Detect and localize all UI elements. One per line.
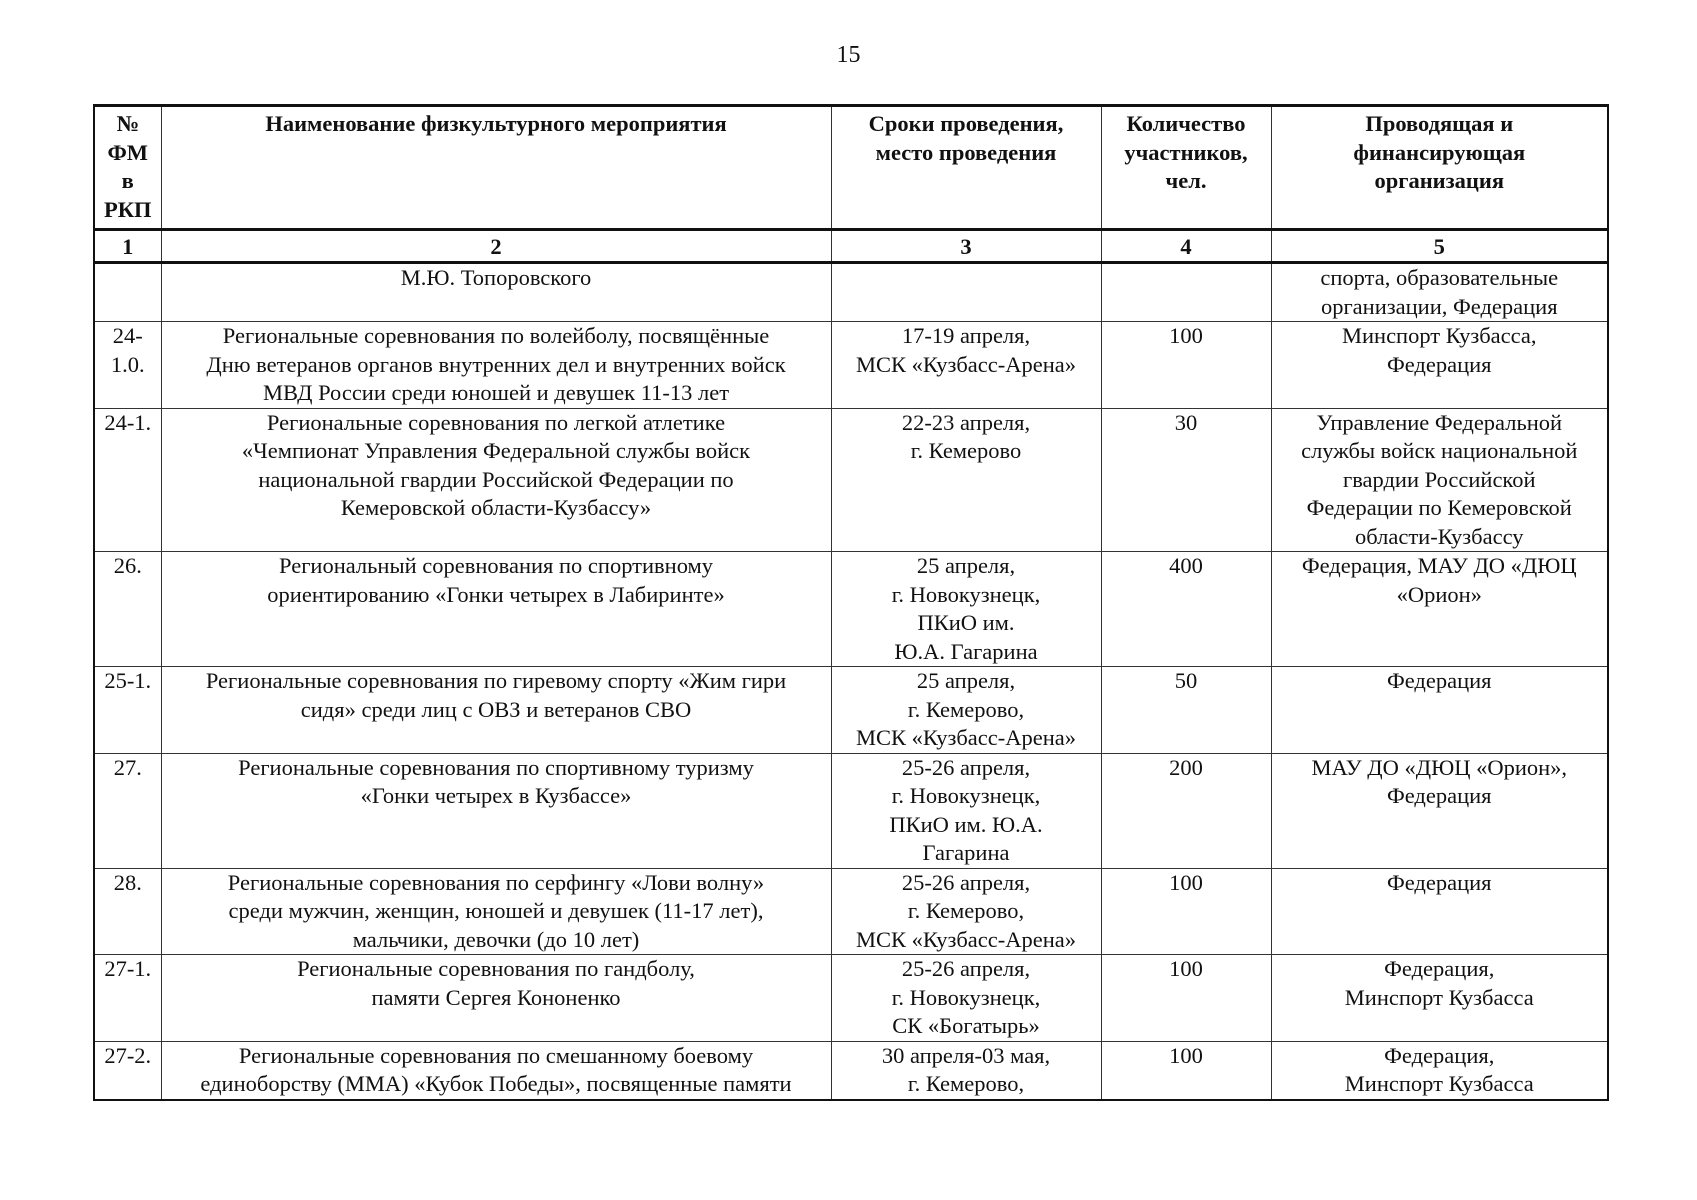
cell-participants-line: 100: [1169, 1042, 1203, 1068]
cell-dates-place: [831, 955, 1101, 1042]
column-number: 5: [1271, 230, 1608, 263]
cell-dates-place-line: 25-26 апреля,: [901, 869, 1031, 895]
cell-dates-place-line: г. Новокузнецк,: [891, 581, 1041, 607]
cell-organization: [1271, 263, 1608, 322]
header-dates-place-line: Сроки проведения,: [868, 111, 1064, 136]
cell-organization: [1271, 552, 1608, 667]
cell-participants-line: 100: [1169, 323, 1203, 348]
cell-participants: [1101, 552, 1271, 667]
page-number: 15: [836, 42, 861, 68]
header-event-name-line: Наименование физкультурного мероприятия: [265, 111, 727, 136]
header-dates-place: [831, 106, 1101, 230]
header-number-line: в: [121, 168, 134, 193]
cell-participants-line: 100: [1169, 869, 1203, 895]
events-table: [93, 104, 1609, 1101]
cell-participants: [1101, 408, 1271, 552]
cell-dates-place-line: г. Новокузнецк,: [891, 783, 1041, 808]
cell-event-name-line: Региональные соревнования по серфингу «Лови волну»: [227, 869, 765, 895]
cell-organization: [1271, 1041, 1608, 1100]
cell-dates-place-line: 17-19 апреля,: [901, 323, 1031, 348]
cell-participants: [1101, 263, 1271, 322]
cell-dates-place: [831, 667, 1101, 754]
header-organization-line: финансирующая: [1353, 139, 1526, 165]
cell-participants: [1101, 667, 1271, 754]
cell-event-name: [161, 868, 831, 955]
cell-number-line: 28.: [113, 869, 142, 895]
cell-dates-place-line: Ю.А. Гагарина: [894, 638, 1038, 664]
cell-organization: [1271, 322, 1608, 409]
cell-event-name-line: Региональные соревнования по смешанному боевому: [238, 1042, 754, 1068]
cell-number: [94, 955, 161, 1042]
cell-dates-place: [831, 408, 1101, 552]
cell-event-name-line: ориентированию «Гонки четырех в Лабиринте»: [267, 581, 725, 607]
cell-event-name: [161, 322, 831, 409]
cell-event-name-line: Региональные соревнования по гиревому спорту «Жим гири: [205, 668, 787, 693]
cell-participants: [1101, 753, 1271, 868]
cell-organization-line: Федерации по Кемеровской: [1306, 495, 1572, 520]
cell-dates-place-line: ПКиО им.: [917, 610, 1015, 635]
cell-event-name: [161, 1041, 831, 1100]
table-row: [94, 552, 1608, 667]
cell-number-line: 27-2.: [104, 1042, 152, 1068]
table-header-row: [94, 106, 1608, 230]
cell-dates-place-line: 22-23 апреля,: [901, 409, 1031, 435]
cell-number: [94, 408, 161, 552]
cell-organization-line: Федерация: [1386, 351, 1492, 377]
cell-event-name: [161, 667, 831, 754]
cell-event-name-line: единоборству (ММА) «Кубок Победы», посвященные памяти: [200, 1071, 792, 1096]
cell-number: [94, 868, 161, 955]
cell-event-name: [161, 955, 831, 1042]
cell-participants: [1101, 955, 1271, 1042]
column-number-row: [94, 230, 1608, 263]
cell-event-name-line: Региональные соревнования по спортивному туризму: [238, 754, 754, 780]
table-row: [94, 667, 1608, 754]
header-participants-line: участников,: [1124, 139, 1248, 165]
cell-organization-line: «Орион»: [1396, 581, 1482, 607]
cell-event-name: [161, 753, 831, 868]
cell-event-name-line: МВД России среди юношей и девушек 11-13 лет: [262, 380, 730, 405]
cell-event-name-line: Региональные соревнования по гандболу,: [297, 956, 695, 981]
cell-organization-line: организации, Федерация: [1320, 293, 1558, 319]
cell-number-line: 27.: [113, 754, 142, 780]
cell-dates-place-line: г. Кемерово,: [907, 696, 1025, 722]
cell-dates-place-line: СК «Богатырь»: [892, 1013, 1040, 1038]
header-number-line: №: [116, 111, 140, 136]
cell-event-name-line: национальной гвардии Российской Федерации по: [258, 466, 734, 492]
cell-organization-line: Федерация: [1386, 783, 1492, 808]
cell-event-name-line: М.Ю. Топоровского: [400, 265, 592, 290]
cell-number: [94, 552, 161, 667]
cell-event-name-line: Региональные соревнования по волейболу, посвящённые: [222, 323, 770, 348]
cell-dates-place: [831, 753, 1101, 868]
cell-event-name-line: «Гонки четырех в Кузбассе»: [360, 783, 632, 808]
cell-participants-line: 30: [1174, 409, 1198, 435]
header-dates-place-line: место проведения: [875, 139, 1057, 165]
cell-organization-line: Минспорт Кузбасса: [1344, 984, 1534, 1010]
cell-participants: [1101, 868, 1271, 955]
cell-dates-place-line: 25 апреля,: [916, 553, 1016, 578]
cell-organization-line: Управление Федеральной: [1316, 409, 1563, 435]
cell-organization-line: спорта, образовательные: [1320, 265, 1559, 290]
cell-participants-line: 50: [1174, 668, 1198, 693]
header-number-line: ФМ: [107, 139, 149, 165]
cell-organization: [1271, 955, 1608, 1042]
table-row: [94, 753, 1608, 868]
header-organization-line: Проводящая и: [1365, 111, 1514, 136]
cell-organization-line: Федерация: [1386, 668, 1492, 693]
cell-dates-place-line: г. Кемерово: [910, 438, 1022, 463]
header-participants: [1101, 106, 1271, 230]
header-participants-line: чел.: [1165, 168, 1207, 193]
cell-organization-line: гвардии Российской: [1342, 466, 1536, 492]
cell-number: [94, 753, 161, 868]
cell-participants-line: 200: [1169, 754, 1203, 780]
cell-dates-place-line: МСК «Кузбасс-Арена»: [855, 725, 1076, 750]
cell-number-line: 26.: [113, 553, 142, 578]
cell-number-line: 24-1.: [104, 409, 152, 435]
cell-organization: [1271, 753, 1608, 868]
cell-dates-place: [831, 868, 1101, 955]
cell-dates-place: [831, 1041, 1101, 1100]
column-number: 2: [161, 230, 831, 263]
cell-dates-place-line: 25-26 апреля,: [901, 956, 1031, 981]
header-organization-line: организация: [1374, 168, 1505, 193]
cell-event-name-line: памяти Сергея Кононенко: [371, 984, 621, 1010]
cell-organization: [1271, 408, 1608, 552]
cell-organization-line: Федерация,: [1384, 1042, 1495, 1068]
cell-participants: [1101, 1041, 1271, 1100]
column-number: 1: [94, 230, 161, 263]
header-event-name: [161, 106, 831, 230]
cell-event-name: [161, 552, 831, 667]
cell-dates-place-line: Гагарина: [922, 840, 1010, 865]
cell-participants: [1101, 322, 1271, 409]
cell-organization: [1271, 868, 1608, 955]
table-row: [94, 868, 1608, 955]
cell-number-line: 25-1.: [104, 668, 152, 693]
table-row: [94, 263, 1608, 322]
cell-organization-line: МАУ ДО «ДЮЦ «Орион»,: [1311, 754, 1568, 780]
cell-number: [94, 322, 161, 409]
cell-organization-line: Федерация: [1386, 869, 1492, 895]
cell-organization-line: Федерация, МАУ ДО «ДЮЦ: [1301, 553, 1577, 578]
cell-organization: [1271, 667, 1608, 754]
cell-dates-place-line: г. Кемерово,: [907, 1071, 1025, 1096]
cell-dates-place-line: 25 апреля,: [916, 668, 1016, 693]
cell-participants-line: 100: [1169, 956, 1203, 981]
cell-dates-place-line: МСК «Кузбасс-Арена»: [855, 351, 1076, 377]
cell-event-name-line: Кемеровской области-Кузбассу»: [340, 495, 652, 520]
cell-event-name-line: среди мужчин, женщин, юношей и девушек (11-17 лет),: [228, 898, 764, 923]
table-row: [94, 408, 1608, 552]
cell-number: [94, 667, 161, 754]
cell-participants-line: 400: [1169, 553, 1203, 578]
cell-dates-place-line: г. Новокузнецк,: [891, 984, 1041, 1010]
cell-dates-place-line: ПКиО им. Ю.А.: [889, 811, 1043, 837]
cell-dates-place-line: 25-26 апреля,: [901, 754, 1031, 780]
column-number: 4: [1101, 230, 1271, 263]
cell-dates-place-line: 30 апреля-03 мая,: [881, 1042, 1051, 1068]
table-row: [94, 955, 1608, 1042]
cell-event-name: [161, 408, 831, 552]
cell-event-name-line: Региональные соревнования по легкой атлетике: [266, 409, 726, 435]
column-number: 3: [831, 230, 1101, 263]
cell-dates-place: [831, 552, 1101, 667]
table-row: [94, 1041, 1608, 1100]
cell-organization-line: Минспорт Кузбасса,: [1341, 323, 1537, 348]
cell-organization-line: службы войск национальной: [1301, 438, 1578, 463]
header-number-line: РКП: [103, 196, 152, 222]
header-number: [94, 106, 161, 230]
header-organization: [1271, 106, 1608, 230]
cell-dates-place: [831, 263, 1101, 322]
header-participants-line: Количество: [1126, 111, 1246, 136]
cell-dates-place: [831, 322, 1101, 409]
cell-event-name: [161, 263, 831, 322]
cell-number-line: 1.0.: [110, 351, 145, 377]
cell-event-name-line: мальчики, девочки (до 10 лет): [352, 926, 640, 952]
cell-number-line: 24-: [112, 323, 143, 348]
table-body: [94, 263, 1608, 1100]
cell-event-name-line: «Чемпионат Управления Федеральной службы войск: [241, 438, 751, 463]
cell-event-name-line: Региональный соревнования по спортивному: [278, 553, 713, 578]
table-row: [94, 322, 1608, 409]
cell-event-name-line: Дню ветеранов органов внутренних дел и внутренних войск: [206, 351, 786, 377]
cell-number: [94, 1041, 161, 1100]
cell-organization-line: Федерация,: [1384, 956, 1495, 981]
cell-organization-line: Минспорт Кузбасса: [1344, 1071, 1534, 1096]
cell-organization-line: области-Кузбассу: [1354, 523, 1524, 549]
cell-dates-place-line: МСК «Кузбасс-Арена»: [855, 926, 1076, 952]
cell-number: [94, 263, 161, 322]
cell-dates-place-line: г. Кемерово,: [907, 898, 1025, 923]
cell-number-line: 27-1.: [104, 956, 152, 981]
cell-event-name-line: сидя» среди лиц с ОВЗ и ветеранов СВО: [300, 696, 692, 722]
